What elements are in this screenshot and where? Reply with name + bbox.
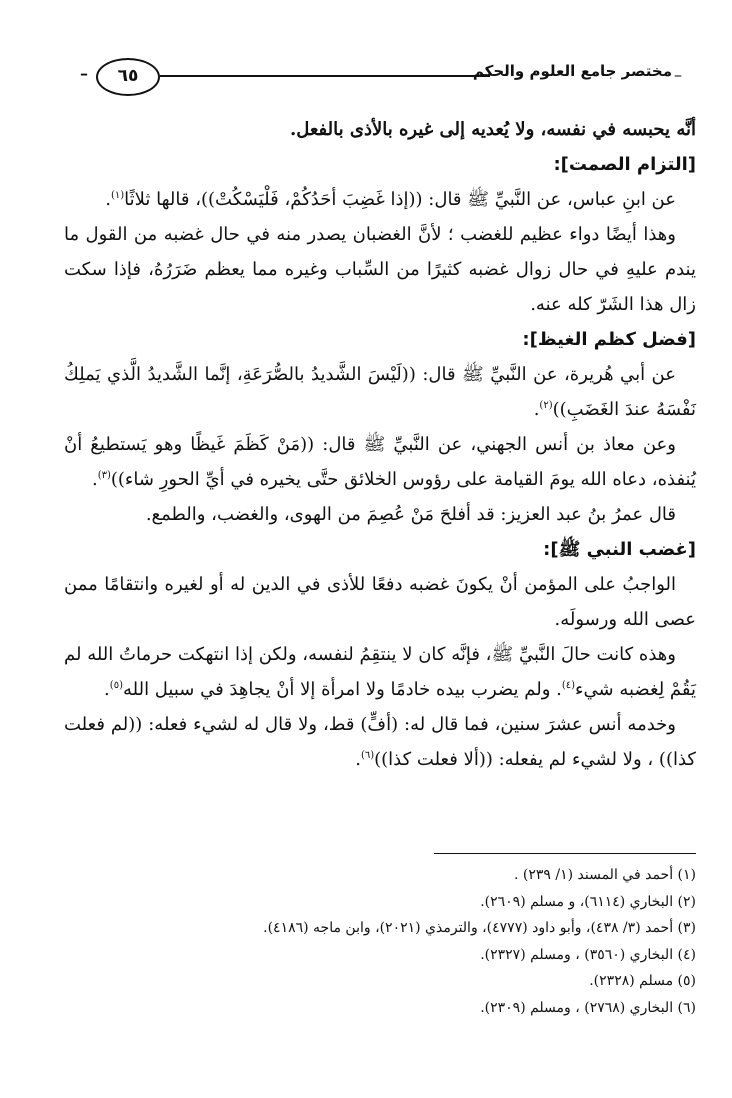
paragraph-9: وخدمه أنس عشرَ سنين، فما قال له: (أفٍّ) قط، ولا قال له لشيء فعله: ((لم فعلت كذا)) ، ولا لشيء لم يفعله: ((ألا فعلت كذا))$^{(٦)}$. bbox=[64, 714, 696, 770]
header-dash-right: – bbox=[674, 65, 682, 84]
heading-restraining-anger: [فضل كظم الغيظ]: bbox=[522, 329, 696, 350]
paragraph-7: الواجبُ على المؤمن أنْ يكونَ غضبه دفعًا للأذى في الدين له أو لغيره وانتقامًا ممن عصى الله ورسولَه. bbox=[64, 574, 696, 630]
paragraph-6: قال عمرُ بنُ عبد العزيز: قد أفلحَ مَنْ عُصِمَ من الهوى، والغضب، والطمع. bbox=[145, 504, 676, 525]
paragraph-5: وعن معاذ بن أنس الجهني، عن النَّبيِّ ﷺ قال: ((مَنْ كَظَمَ غَيظًا وهو يَستطيعُ أنْ يُنفذه، دعاه الله يومَ القيامة على رؤوس الخلائق حتَّى يخيره في أيِّ الحورِ شاء))$^{(٣)}$. bbox=[64, 434, 696, 490]
paragraph-3: وهذا أيضًا دواء عظيم للغضب ؛ لأنَّ الغضبان يصدر منه في حال غضبه من القول ما يندم عليهِ في حال زوال غضبه كثيرًا من السِّباب وغيره مما يعظم ضَرَرُهُ، فإذا سكت زال هذا الشَرّ كله عنه. bbox=[64, 224, 697, 315]
paragraph-8-text-cont: . ولم يضرب بيده خادمًا ولا امرأة إلا أنْ يجاهِدَ في سبيل الله bbox=[122, 679, 562, 700]
running-header bbox=[80, 56, 682, 96]
footnote-ref-3: (٣) bbox=[97, 470, 111, 481]
footnote-1: (١) أحمد في المسند (١/ ٢٣٩) . bbox=[513, 867, 696, 883]
footnote-ref-4: (٤) bbox=[561, 680, 576, 691]
footnote-2: (٢) البخاري (٦١١٤)، و مسلم (٢٦٠٩). bbox=[480, 893, 696, 910]
paragraph-8: وهذه كانت حالَ النَّبيِّ ﷺ، فإنَّه كان لا ينتقِمُ لنفسه، ولكن إذا انتهكت حرماتُ الله لم يَقُمْ لِغضبه شيء$^{(٤)}$. ولم يضرب بيده خادمًا ولا امرأة إلا أنْ يجاهِدَ في سبيل الله$^{(٥)}$. bbox=[64, 644, 696, 700]
page-number: ٦٥ bbox=[96, 58, 160, 96]
heading-prophet-anger: [غضب النبي ﷺ]: bbox=[543, 539, 696, 560]
footnote-ref-2: (٢) bbox=[539, 400, 553, 411]
footnote-ref-5: (٥) bbox=[109, 680, 123, 691]
paragraph-1: أنَّه يحبسه في نفسه، ولا يُعديه إلى غيره بالأذى بالفعل. bbox=[289, 119, 696, 140]
paragraph-9-text: وخدمه أنس عشرَ سنين، فما قال له: (أفٍّ) قط، ولا قال له لشيء فعله: ((لم فعلت كذا)) ، ولا لشيء لم يفعله: ((ألا فعلت كذا)) bbox=[64, 714, 696, 770]
heading-silence: [التزام الصمت]: bbox=[553, 154, 696, 175]
main-text bbox=[64, 112, 696, 777]
running-title: مختصر جامع العلوم والحكم bbox=[472, 62, 672, 80]
header-rule bbox=[160, 75, 490, 77]
paragraph-5-text: وعن معاذ بن أنس الجهني، عن النَّبيِّ ﷺ قال: ((مَنْ كَظَمَ غَيظًا وهو يَستطيعُ أنْ يُنفذه، دعاه الله يومَ القيامة على رؤوس الخلائق حتَّى يخيره في أيِّ الحورِ شاء)) bbox=[64, 434, 696, 490]
paragraph-2-text: عن ابنِ عباس، عن النَّبيِّ ﷺ قال: ((إذا غَضِبَ أحَدُكُمْ، فَلْيَسْكُتْ))، قالها ثلاثًا bbox=[124, 189, 676, 210]
footnote-separator bbox=[434, 853, 696, 854]
footnote-3: (٣) أحمد (٣/ ٤٣٨)، وأبو داود (٤٧٧٧)، والترمذي (٢٠٢١)، وابن ماجه (٤١٨٦). bbox=[263, 920, 696, 937]
paragraph-4-text: عن أبي هُريرة، عن النَّبيِّ ﷺ قال: ((لَيْسَ الشَّديدُ بالصُّرَعَةِ، إنَّما الشَّديدُ الَّذي يَملِكُ نَفْسَهُ عندَ الغَضَبِ)) bbox=[64, 364, 696, 420]
paragraph-4: عن أبي هُريرة، عن النَّبيِّ ﷺ قال: ((لَيْسَ الشَّديدُ بالصُّرَعَةِ، إنَّما الشَّديدُ الَّذي يَملِكُ نَفْسَهُ عندَ الغَضَبِ))$^{(٢)}$. bbox=[64, 364, 696, 420]
paragraph-8-text: وهذه كانت حالَ النَّبيِّ ﷺ، فإنَّه كان لا ينتقِمُ لنفسه، ولكن إذا انتهكت حرماتُ الله لم يَقُمْ لِغضبه شيء bbox=[64, 644, 696, 700]
footnote-6: (٦) البخاري (٢٧٦٨) ، ومسلم (٢٣٠٩). bbox=[480, 999, 696, 1016]
footnote-ref-1: (١) bbox=[110, 190, 125, 201]
paragraph-2: عن ابنِ عباس، عن النَّبيِّ ﷺ قال: ((إذا غَضِبَ أحَدُكُمْ، فَلْيَسْكُتْ))، قالها ثلاثًا$^{(١)}$. bbox=[105, 189, 676, 210]
footnote-ref-6: (٦) bbox=[360, 750, 375, 761]
footnote-4: (٤) البخاري (٣٥٦٠) ، ومسلم (٢٣٢٧). bbox=[480, 946, 696, 963]
header-dash-left: – bbox=[80, 64, 88, 83]
footnote-5: (٥) مسلم (٢٣٢٨). bbox=[589, 973, 696, 990]
footnotes bbox=[64, 862, 696, 1022]
